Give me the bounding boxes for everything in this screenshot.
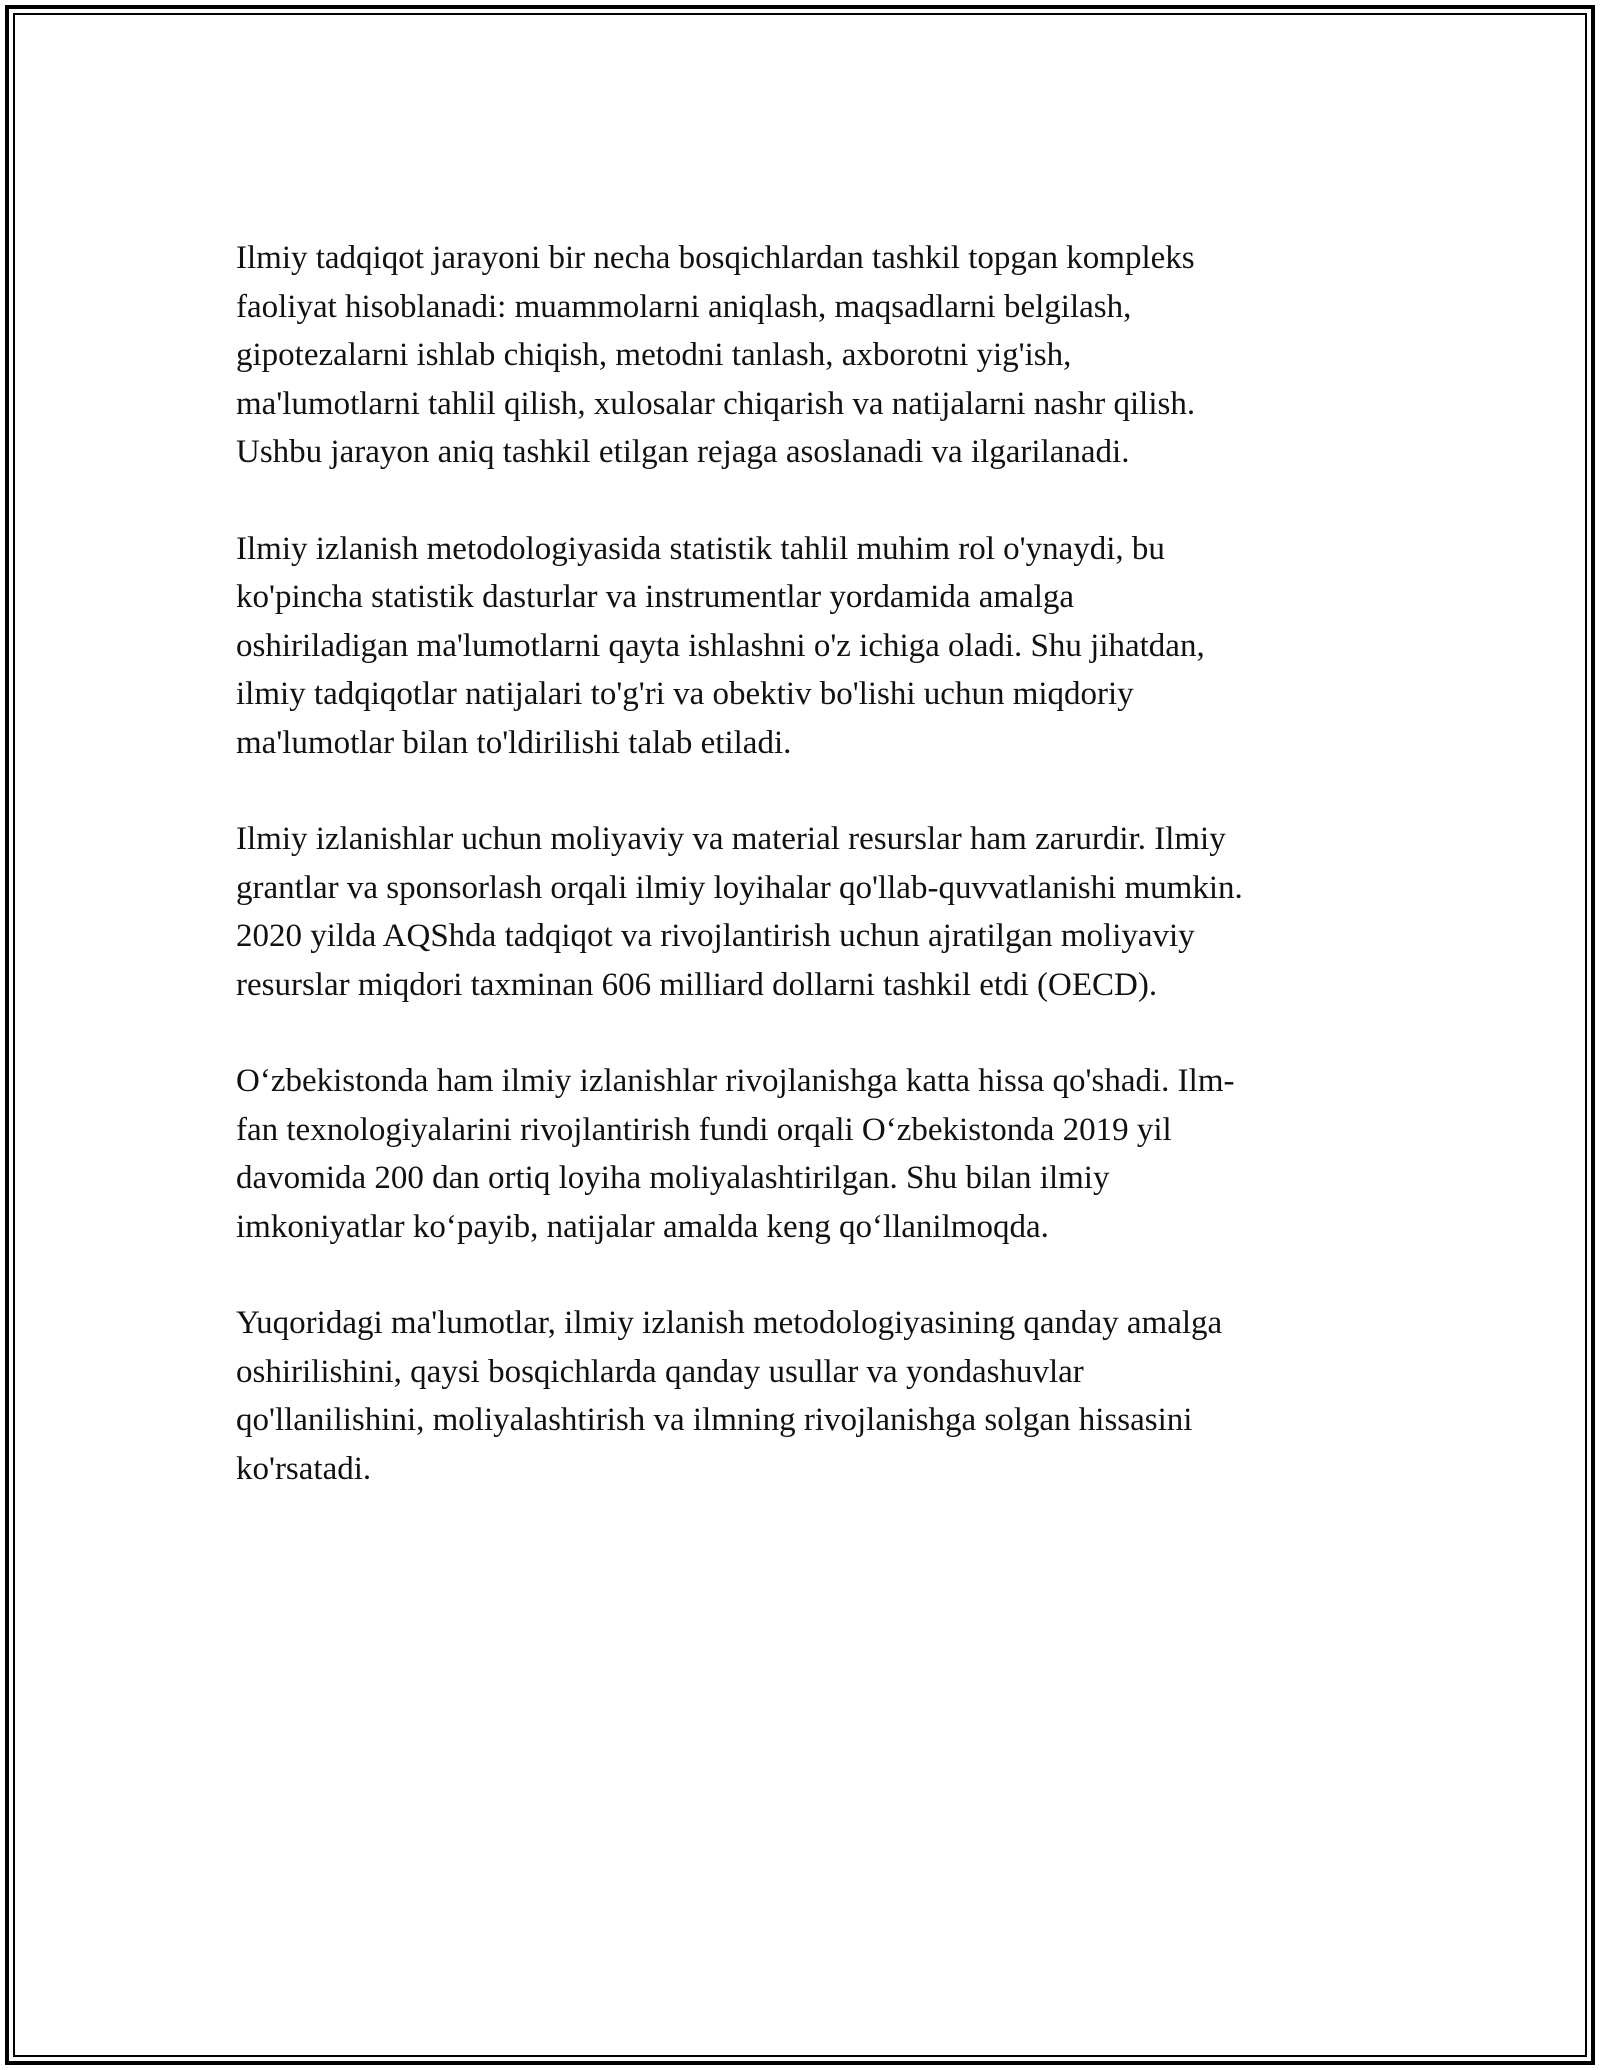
paragraph-statistical-analysis: Ilmiy izlanish metodologiyasida statistik tahlil muhim rol o'ynaydi, bu ko'pincha statistik dasturlar va instrumentlar yordamida amalga oshiriladigan ma'lumotlarni qayta ishlashni o'z ichiga oladi. Shu jihatdan, ilmiy tadqiqotlar natijalari to'g'ri va obektiv bo'lishi uchun miqdoriy ma'lumotlar bilan to'ldirilishi talab etiladi. xyxy=(236,530,1205,761)
paragraph-research-process: Ilmiy tadqiqot jarayoni bir necha bosqichlardan tashkil topgan kompleks faoliyat hisoblanadi: muammolarni aniqlash, maqsadlarni belgilash, gipotezalarni ishlab chiqish, metodni tanlash, axborotni yig'ish, ma'lumotlarni tahlil qilish, xulosalar chiqarish va natijalarni nashr qilish. Ushbu jarayon aniq tashkil etilgan rejaga asoslanadi va ilgarilanadi. xyxy=(236,240,1196,470)
paragraph-uzbekistan-research: O‘zbekistonda ham ilmiy izlanishlar rivojlanishga katta hissa qo'shadi. Ilm- fan texnologiyalarini rivojlantirish fundi orqali O‘zbekistonda 2019 yil davomida 200 dan ortiq loyiha moliyalashtirilgan. Shu bilan ilmiy imkoniyatlar ko‘payib, natijalar amalda keng qo‘llanilmoqda. xyxy=(236,1063,1235,1245)
document-body xyxy=(236,234,1366,1541)
paragraph-summary: Yuqoridagi ma'lumotlar, ilmiy izlanish metodologiyasining qanday amalga oshirilishini, qaysi bosqichlarda qanday usullar va yondashuvlar qo'llanilishini, moliyalashtirish va ilmning rivojlanishga solgan hissasini ko'rsatadi. xyxy=(236,1305,1223,1487)
paragraph-funding-resources: Ilmiy izlanishlar uchun moliyaviy va material resurslar ham zarurdir. Ilmiy grantlar va sponsorlash orqali ilmiy loyihalar qo'llab-quvvatlanishi mumkin. 2020 yilda AQShda tadqiqot va rivojlantirish uchun ajratilgan moliyaviy resurslar miqdori taxminan 606 milliard dollarni tashkil etdi (OECD). xyxy=(236,821,1243,1003)
